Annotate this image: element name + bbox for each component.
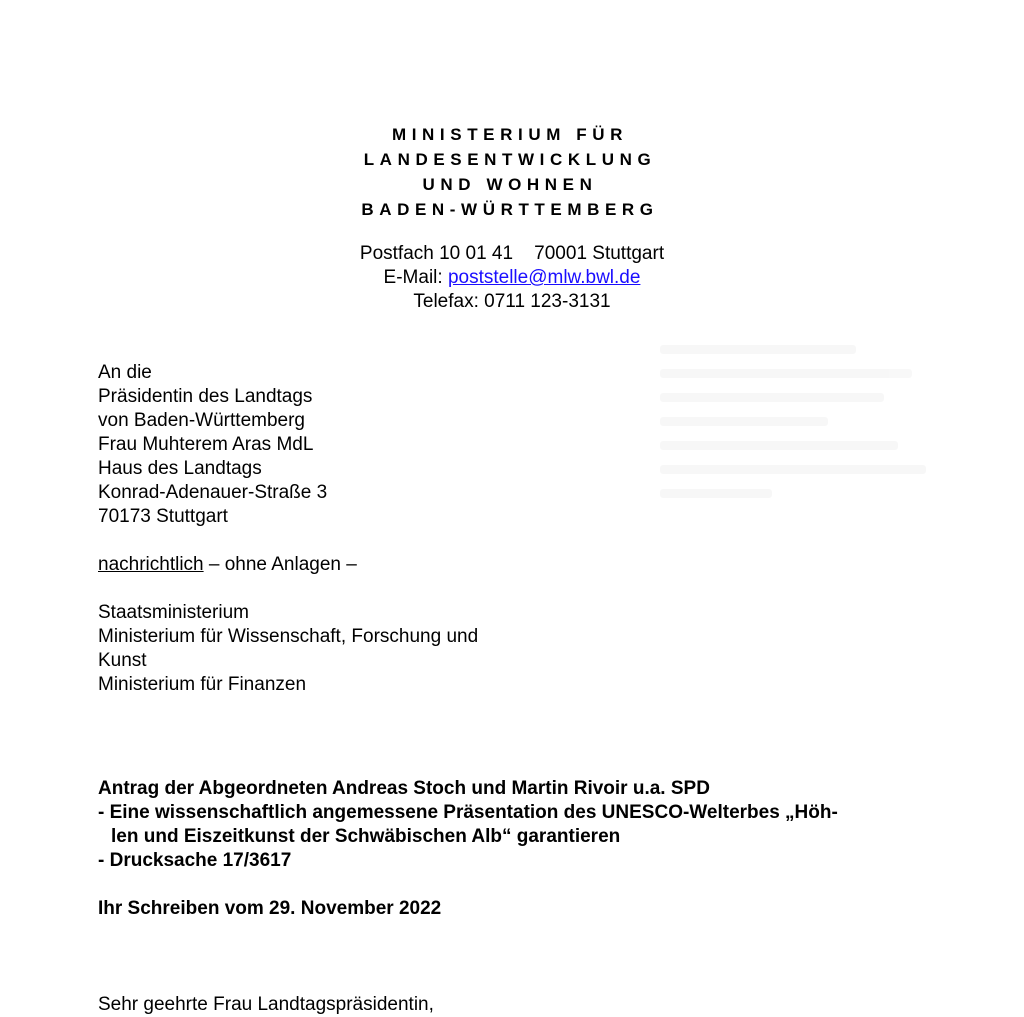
subject-line: - Drucksache 17/3617	[98, 850, 292, 871]
address-line: Frau Muhterem Aras MdL	[98, 434, 314, 455]
cc-recipient: Kunst	[98, 650, 147, 671]
ministry-line: MINISTERIUM FÜR	[391, 125, 629, 144]
address-line: An die	[98, 362, 152, 383]
contact-block	[0, 242, 1024, 314]
email-line	[0, 266, 1024, 290]
ministry-line: BADEN-WÜRTTEMBERG	[361, 200, 659, 219]
address-line: Konrad-Adenauer-Straße 3	[98, 482, 328, 503]
email-link[interactable]: poststelle@mlw.bwl.de	[447, 267, 641, 288]
address-line: von Baden-Württemberg	[98, 410, 305, 431]
address-line: Haus des Landtags	[98, 458, 262, 479]
subject-line: - Eine wissenschaftlich angemessene Präsentation des UNESCO-Welterbes „Höh-	[98, 802, 838, 823]
subject-line: len und Eiszeitkunst der Schwäbischen Alb“ garantieren	[111, 826, 621, 847]
cc-recipient: Staatsministerium	[98, 602, 249, 623]
fax-line: Telefax: 0711 123-3131	[413, 291, 611, 312]
reference-line	[98, 897, 441, 921]
cc-label: nachrichtlich	[98, 554, 204, 575]
salutation	[98, 993, 434, 1017]
cc-suffix: – ohne Anlagen –	[203, 554, 357, 575]
salutation-text: Sehr geehrte Frau Landtagspräsidentin,	[98, 994, 434, 1015]
cc-recipient: Ministerium für Finanzen	[98, 674, 307, 695]
ministry-line: LANDESENTWICKLUNG	[363, 150, 657, 169]
address-line: 70173 Stuttgart	[98, 506, 228, 527]
ministry-line: UND WOHNEN	[422, 175, 598, 194]
cc-line	[98, 553, 357, 577]
subject-line: Antrag der Abgeordneten Andreas Stoch und Martin Rivoir u.a. SPD	[98, 778, 710, 799]
cc-recipient: Ministerium für Wissenschaft, Forschung und	[98, 626, 479, 647]
cc-recipients	[98, 601, 478, 697]
email-label: E-Mail:	[383, 267, 448, 288]
postal-address: Postfach 10 01 41 70001 Stuttgart	[359, 243, 665, 264]
reference-text: Ihr Schreiben vom 29. November 2022	[98, 898, 442, 919]
faded-stamp-area	[660, 345, 940, 535]
ministry-letterhead	[0, 122, 1020, 222]
subject-block	[98, 777, 838, 873]
address-line: Präsidentin des Landtags	[98, 386, 313, 407]
recipient-address	[98, 361, 327, 529]
